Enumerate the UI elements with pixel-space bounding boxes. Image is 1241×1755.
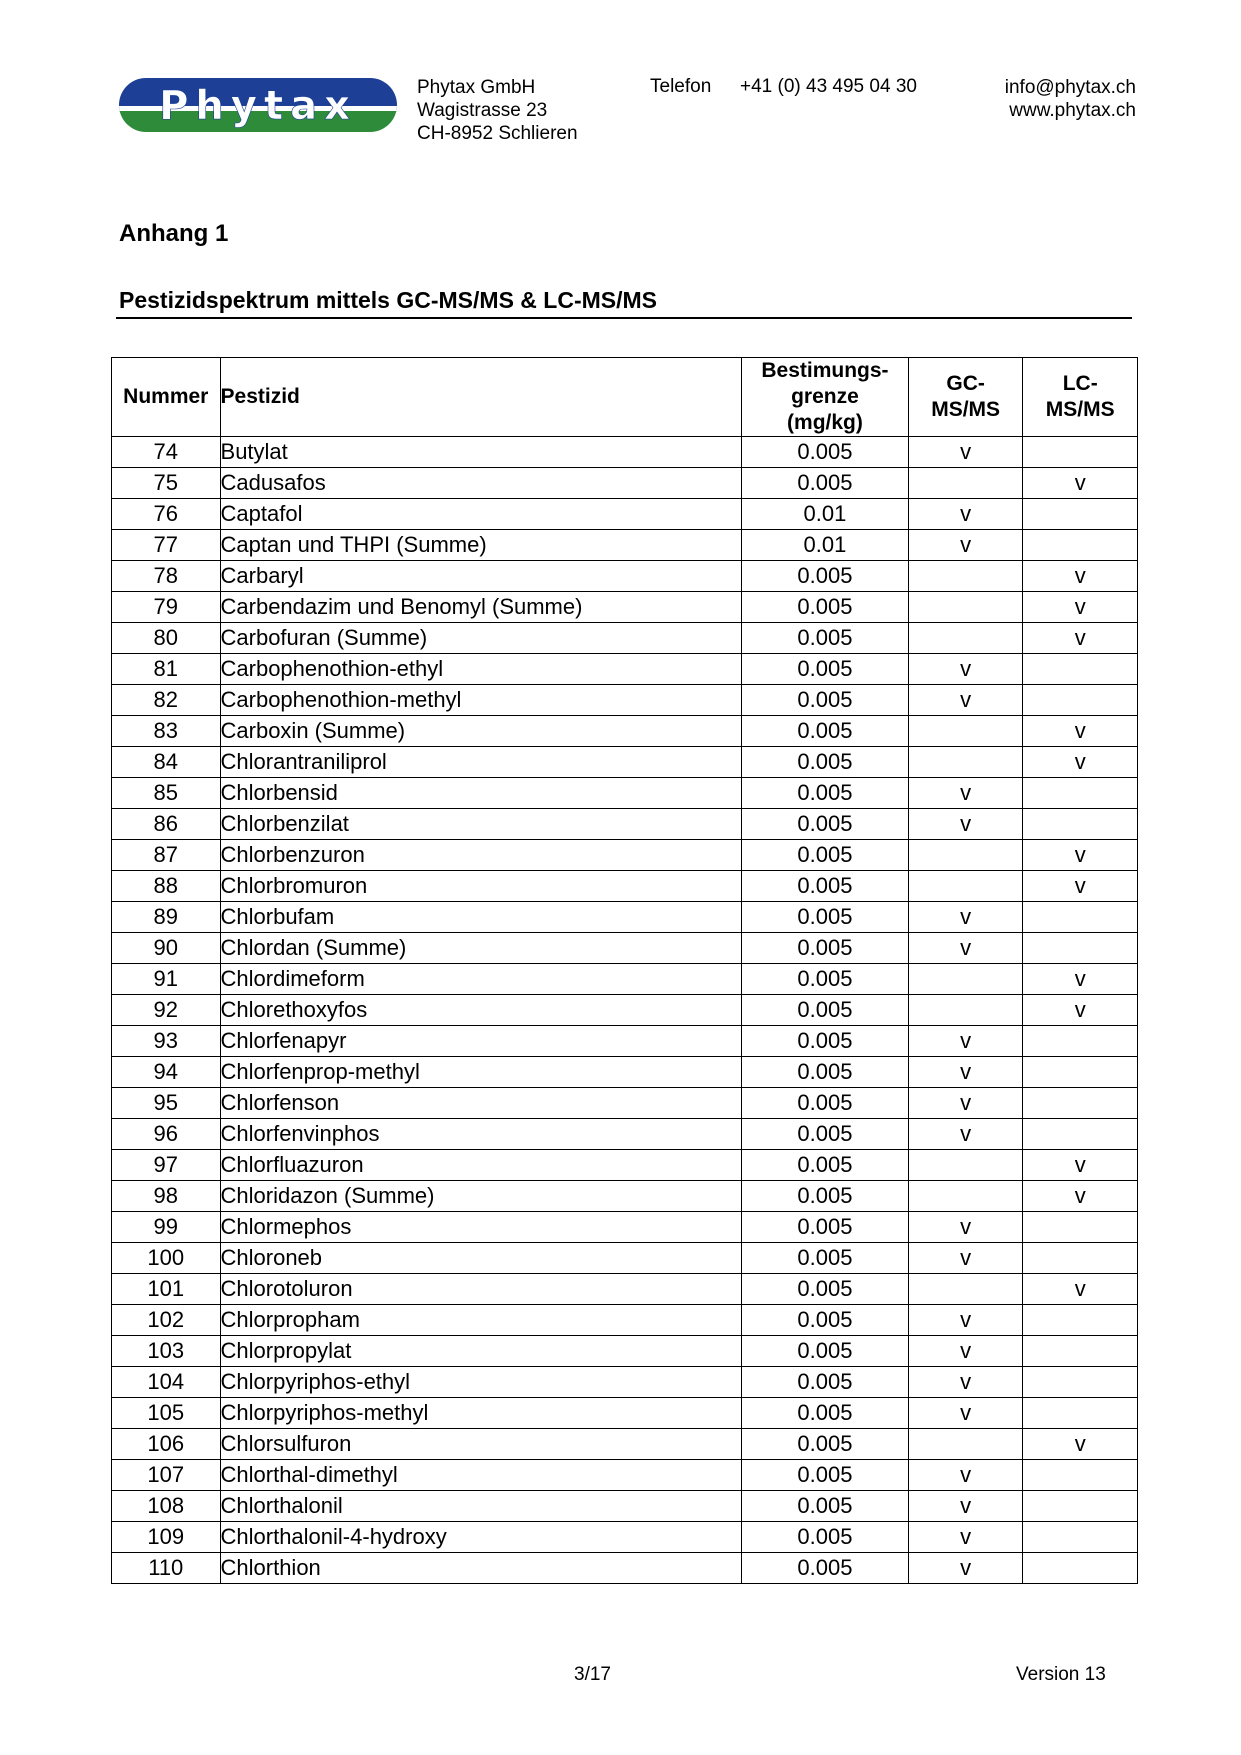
table-header-row [112,358,1138,437]
row-pesticide-name: Chlorthion [220,1553,742,1584]
row-lc-msms-mark [1023,1367,1138,1398]
row-lc-msms-mark [1023,685,1138,716]
row-number: 99 [112,1212,221,1243]
table-row [112,1429,1138,1460]
website-link[interactable]: www.phytax.ch [1009,100,1136,121]
row-gc-msms-mark [908,716,1023,747]
row-gc-msms-mark [908,871,1023,902]
row-detection-limit: 0.005 [742,1181,909,1212]
row-pesticide-name: Captafol [220,499,742,530]
phone-number: +41 (0) 43 495 04 30 [740,76,917,97]
row-lc-msms-mark: v [1023,1181,1138,1212]
table-row [112,902,1138,933]
row-detection-limit: 0.005 [742,1057,909,1088]
row-pesticide-name: Chlordimeform [220,964,742,995]
row-pesticide-name: Carboxin (Summe) [220,716,742,747]
table-row [112,1212,1138,1243]
row-lc-msms-mark: v [1023,964,1138,995]
row-pesticide-name: Chlorbufam [220,902,742,933]
table-row [112,1553,1138,1584]
table-row [112,1150,1138,1181]
table-row [112,1026,1138,1057]
table-row [112,1398,1138,1429]
row-lc-msms-mark: v [1023,716,1138,747]
row-pesticide-name: Chloroneb [220,1243,742,1274]
table-row [112,995,1138,1026]
row-lc-msms-mark [1023,499,1138,530]
row-pesticide-name: Carbofuran (Summe) [220,623,742,654]
row-lc-msms-mark: v [1023,592,1138,623]
company-address [417,76,578,145]
row-pesticide-name: Chlorbensid [220,778,742,809]
row-gc-msms-mark [908,561,1023,592]
row-pesticide-name: Chlorthalonil [220,1491,742,1522]
row-lc-msms-mark: v [1023,1274,1138,1305]
row-detection-limit: 0.01 [742,499,909,530]
row-gc-msms-mark: v [908,809,1023,840]
gc-header-line: MS/MS [931,398,1001,421]
row-detection-limit: 0.005 [742,933,909,964]
row-lc-msms-mark [1023,1336,1138,1367]
row-gc-msms-mark [908,592,1023,623]
row-gc-msms-mark: v [908,1026,1023,1057]
table-row [112,933,1138,964]
table-row [112,623,1138,654]
table-row [112,716,1138,747]
row-number: 78 [112,561,221,592]
row-detection-limit: 0.005 [742,1398,909,1429]
row-detection-limit: 0.005 [742,1274,909,1305]
row-pesticide-name: Chlorpyriphos-ethyl [220,1367,742,1398]
limit-header-line: grenze [791,385,859,408]
row-detection-limit: 0.005 [742,1553,909,1584]
row-number: 92 [112,995,221,1026]
row-number: 81 [112,654,221,685]
row-number: 107 [112,1460,221,1491]
row-pesticide-name: Chlorsulfuron [220,1429,742,1460]
row-gc-msms-mark: v [908,1305,1023,1336]
row-pesticide-name: Chlorantraniliprol [220,747,742,778]
row-pesticide-name: Chlorfenvinphos [220,1119,742,1150]
row-number: 98 [112,1181,221,1212]
row-pesticide-name: Chlorfenprop-methyl [220,1057,742,1088]
row-gc-msms-mark: v [908,1553,1023,1584]
row-detection-limit: 0.005 [742,468,909,499]
column-header-limit [742,358,909,437]
row-lc-msms-mark [1023,1088,1138,1119]
limit-header-line: Bestimungs- [761,359,889,382]
table-row [112,499,1138,530]
row-pesticide-name: Chlorethoxyfos [220,995,742,1026]
limit-header-line: (mg/kg) [787,411,863,434]
row-lc-msms-mark [1023,1460,1138,1491]
row-detection-limit: 0.005 [742,623,909,654]
row-lc-msms-mark [1023,1212,1138,1243]
row-lc-msms-mark: v [1023,995,1138,1026]
table-row [112,747,1138,778]
page-number: 3/17 [574,1664,611,1685]
row-detection-limit: 0.005 [742,1088,909,1119]
row-number: 89 [112,902,221,933]
row-number: 88 [112,871,221,902]
row-lc-msms-mark [1023,1398,1138,1429]
row-number: 75 [112,468,221,499]
row-lc-msms-mark: v [1023,561,1138,592]
row-lc-msms-mark: v [1023,840,1138,871]
row-lc-msms-mark [1023,902,1138,933]
table-body [112,437,1138,1584]
row-gc-msms-mark: v [908,933,1023,964]
row-gc-msms-mark: v [908,499,1023,530]
row-gc-msms-mark: v [908,1243,1023,1274]
row-pesticide-name: Cadusafos [220,468,742,499]
company-street: Wagistrasse 23 [417,100,548,121]
row-pesticide-name: Chloridazon (Summe) [220,1181,742,1212]
table-row [112,778,1138,809]
row-pesticide-name: Butylat [220,437,742,468]
row-number: 93 [112,1026,221,1057]
row-gc-msms-mark: v [908,1398,1023,1429]
table-row [112,561,1138,592]
row-number: 102 [112,1305,221,1336]
row-gc-msms-mark: v [908,1460,1023,1491]
row-lc-msms-mark [1023,530,1138,561]
row-number: 106 [112,1429,221,1460]
row-gc-msms-mark: v [908,1119,1023,1150]
column-header-pesticide: Pestizid [220,358,742,437]
table-row [112,1057,1138,1088]
row-detection-limit: 0.005 [742,902,909,933]
row-gc-msms-mark: v [908,1367,1023,1398]
row-gc-msms-mark [908,1274,1023,1305]
row-number: 80 [112,623,221,654]
row-number: 84 [112,747,221,778]
column-header-gc-msms [908,358,1023,437]
row-gc-msms-mark: v [908,1336,1023,1367]
row-lc-msms-mark: v [1023,1429,1138,1460]
row-gc-msms-mark [908,964,1023,995]
row-number: 86 [112,809,221,840]
row-detection-limit: 0.005 [742,1026,909,1057]
lc-header-line: MS/MS [1045,398,1115,421]
row-pesticide-name: Chlorbenzuron [220,840,742,871]
row-pesticide-name: Carbendazim und Benomyl (Summe) [220,592,742,623]
row-number: 85 [112,778,221,809]
row-lc-msms-mark [1023,1026,1138,1057]
row-pesticide-name: Chlorfenson [220,1088,742,1119]
row-number: 74 [112,437,221,468]
row-detection-limit: 0.01 [742,530,909,561]
row-number: 110 [112,1553,221,1584]
row-pesticide-name: Chlorfluazuron [220,1150,742,1181]
gc-header-line: GC- [946,372,985,395]
row-pesticide-name: Chlorthal-dimethyl [220,1460,742,1491]
row-pesticide-name: Chlorthalonil-4-hydroxy [220,1522,742,1553]
table-row [112,1460,1138,1491]
row-lc-msms-mark [1023,1057,1138,1088]
row-lc-msms-mark [1023,1305,1138,1336]
row-pesticide-name: Chlorbenzilat [220,809,742,840]
row-detection-limit: 0.005 [742,1522,909,1553]
row-pesticide-name: Captan und THPI (Summe) [220,530,742,561]
row-number: 96 [112,1119,221,1150]
contact-block [960,76,1136,122]
row-detection-limit: 0.005 [742,1150,909,1181]
company-city: CH-8952 Schlieren [417,123,578,144]
row-number: 101 [112,1274,221,1305]
row-gc-msms-mark [908,747,1023,778]
row-gc-msms-mark [908,468,1023,499]
row-detection-limit: 0.005 [742,840,909,871]
row-gc-msms-mark [908,1150,1023,1181]
row-number: 94 [112,1057,221,1088]
row-lc-msms-mark [1023,1243,1138,1274]
row-detection-limit: 0.005 [742,1305,909,1336]
row-detection-limit: 0.005 [742,716,909,747]
row-lc-msms-mark: v [1023,871,1138,902]
table-row [112,1367,1138,1398]
row-number: 97 [112,1150,221,1181]
row-lc-msms-mark [1023,1491,1138,1522]
table-row [112,1305,1138,1336]
row-gc-msms-mark [908,1181,1023,1212]
row-number: 83 [112,716,221,747]
row-number: 100 [112,1243,221,1274]
row-lc-msms-mark: v [1023,1150,1138,1181]
row-number: 109 [112,1522,221,1553]
table-row [112,809,1138,840]
phytax-logo [119,78,397,132]
row-lc-msms-mark [1023,933,1138,964]
table-row [112,654,1138,685]
row-pesticide-name: Carbaryl [220,561,742,592]
row-detection-limit: 0.005 [742,1460,909,1491]
row-number: 105 [112,1398,221,1429]
column-header-lc-msms [1023,358,1138,437]
row-detection-limit: 0.005 [742,1367,909,1398]
table-row [112,871,1138,902]
row-lc-msms-mark: v [1023,747,1138,778]
company-name: Phytax GmbH [417,77,536,98]
row-number: 108 [112,1491,221,1522]
row-gc-msms-mark: v [908,437,1023,468]
row-number: 76 [112,499,221,530]
row-pesticide-name: Chlorbromuron [220,871,742,902]
row-lc-msms-mark [1023,654,1138,685]
table-row [112,1243,1138,1274]
row-number: 91 [112,964,221,995]
row-detection-limit: 0.005 [742,1243,909,1274]
row-detection-limit: 0.005 [742,592,909,623]
row-number: 87 [112,840,221,871]
document-subtitle: Pestizidspektrum mittels GC-MS/MS & LC-MS/MS [119,287,658,313]
row-lc-msms-mark [1023,778,1138,809]
phone-label: Telefon [650,76,712,97]
row-pesticide-name: Chlordan (Summe) [220,933,742,964]
table-row [112,685,1138,716]
table-row [112,437,1138,468]
table-row [112,840,1138,871]
table-row [112,468,1138,499]
row-pesticide-name: Chlorpropylat [220,1336,742,1367]
row-gc-msms-mark: v [908,902,1023,933]
row-number: 82 [112,685,221,716]
row-gc-msms-mark: v [908,530,1023,561]
row-number: 90 [112,933,221,964]
row-gc-msms-mark: v [908,1057,1023,1088]
row-pesticide-name: Chlormephos [220,1212,742,1243]
row-gc-msms-mark [908,840,1023,871]
row-gc-msms-mark: v [908,778,1023,809]
row-gc-msms-mark: v [908,685,1023,716]
row-gc-msms-mark [908,1429,1023,1460]
row-detection-limit: 0.005 [742,778,909,809]
row-number: 103 [112,1336,221,1367]
row-detection-limit: 0.005 [742,1212,909,1243]
row-pesticide-name: Carbophenothion-ethyl [220,654,742,685]
row-gc-msms-mark: v [908,654,1023,685]
row-lc-msms-mark [1023,1553,1138,1584]
document-version: Version 13 [1016,1664,1106,1685]
logo-text: Phytax [159,83,357,129]
row-lc-msms-mark: v [1023,468,1138,499]
row-lc-msms-mark [1023,809,1138,840]
table-row [112,1119,1138,1150]
pesticide-table [111,357,1138,1584]
column-header-number: Nummer [112,358,221,437]
table-row [112,530,1138,561]
row-pesticide-name: Chlorfenapyr [220,1026,742,1057]
row-gc-msms-mark [908,623,1023,654]
row-gc-msms-mark: v [908,1522,1023,1553]
table-row [112,1274,1138,1305]
table-row [112,592,1138,623]
row-pesticide-name: Chlorotoluron [220,1274,742,1305]
row-detection-limit: 0.005 [742,809,909,840]
row-detection-limit: 0.005 [742,437,909,468]
row-detection-limit: 0.005 [742,995,909,1026]
row-pesticide-name: Carbophenothion-methyl [220,685,742,716]
table-row [112,1088,1138,1119]
subtitle-underline [116,317,1132,319]
row-detection-limit: 0.005 [742,1119,909,1150]
row-lc-msms-mark: v [1023,623,1138,654]
table-row [112,964,1138,995]
row-detection-limit: 0.005 [742,1491,909,1522]
row-detection-limit: 0.005 [742,561,909,592]
email-link[interactable]: info@phytax.ch [1004,77,1136,98]
table-row [112,1522,1138,1553]
row-detection-limit: 0.005 [742,871,909,902]
table-row [112,1181,1138,1212]
row-lc-msms-mark [1023,437,1138,468]
row-lc-msms-mark [1023,1119,1138,1150]
table-row [112,1336,1138,1367]
row-number: 79 [112,592,221,623]
row-detection-limit: 0.005 [742,747,909,778]
lc-header-line: LC- [1062,372,1098,395]
row-detection-limit: 0.005 [742,685,909,716]
row-lc-msms-mark [1023,1522,1138,1553]
row-number: 104 [112,1367,221,1398]
row-detection-limit: 0.005 [742,654,909,685]
row-pesticide-name: Chlorpyriphos-methyl [220,1398,742,1429]
section-heading: Anhang 1 [119,220,229,247]
row-detection-limit: 0.005 [742,1336,909,1367]
row-gc-msms-mark: v [908,1088,1023,1119]
row-detection-limit: 0.005 [742,964,909,995]
row-pesticide-name: Chlorpropham [220,1305,742,1336]
row-gc-msms-mark: v [908,1212,1023,1243]
row-number: 95 [112,1088,221,1119]
table-row [112,1491,1138,1522]
row-number: 77 [112,530,221,561]
row-gc-msms-mark [908,995,1023,1026]
row-gc-msms-mark: v [908,1491,1023,1522]
row-detection-limit: 0.005 [742,1429,909,1460]
